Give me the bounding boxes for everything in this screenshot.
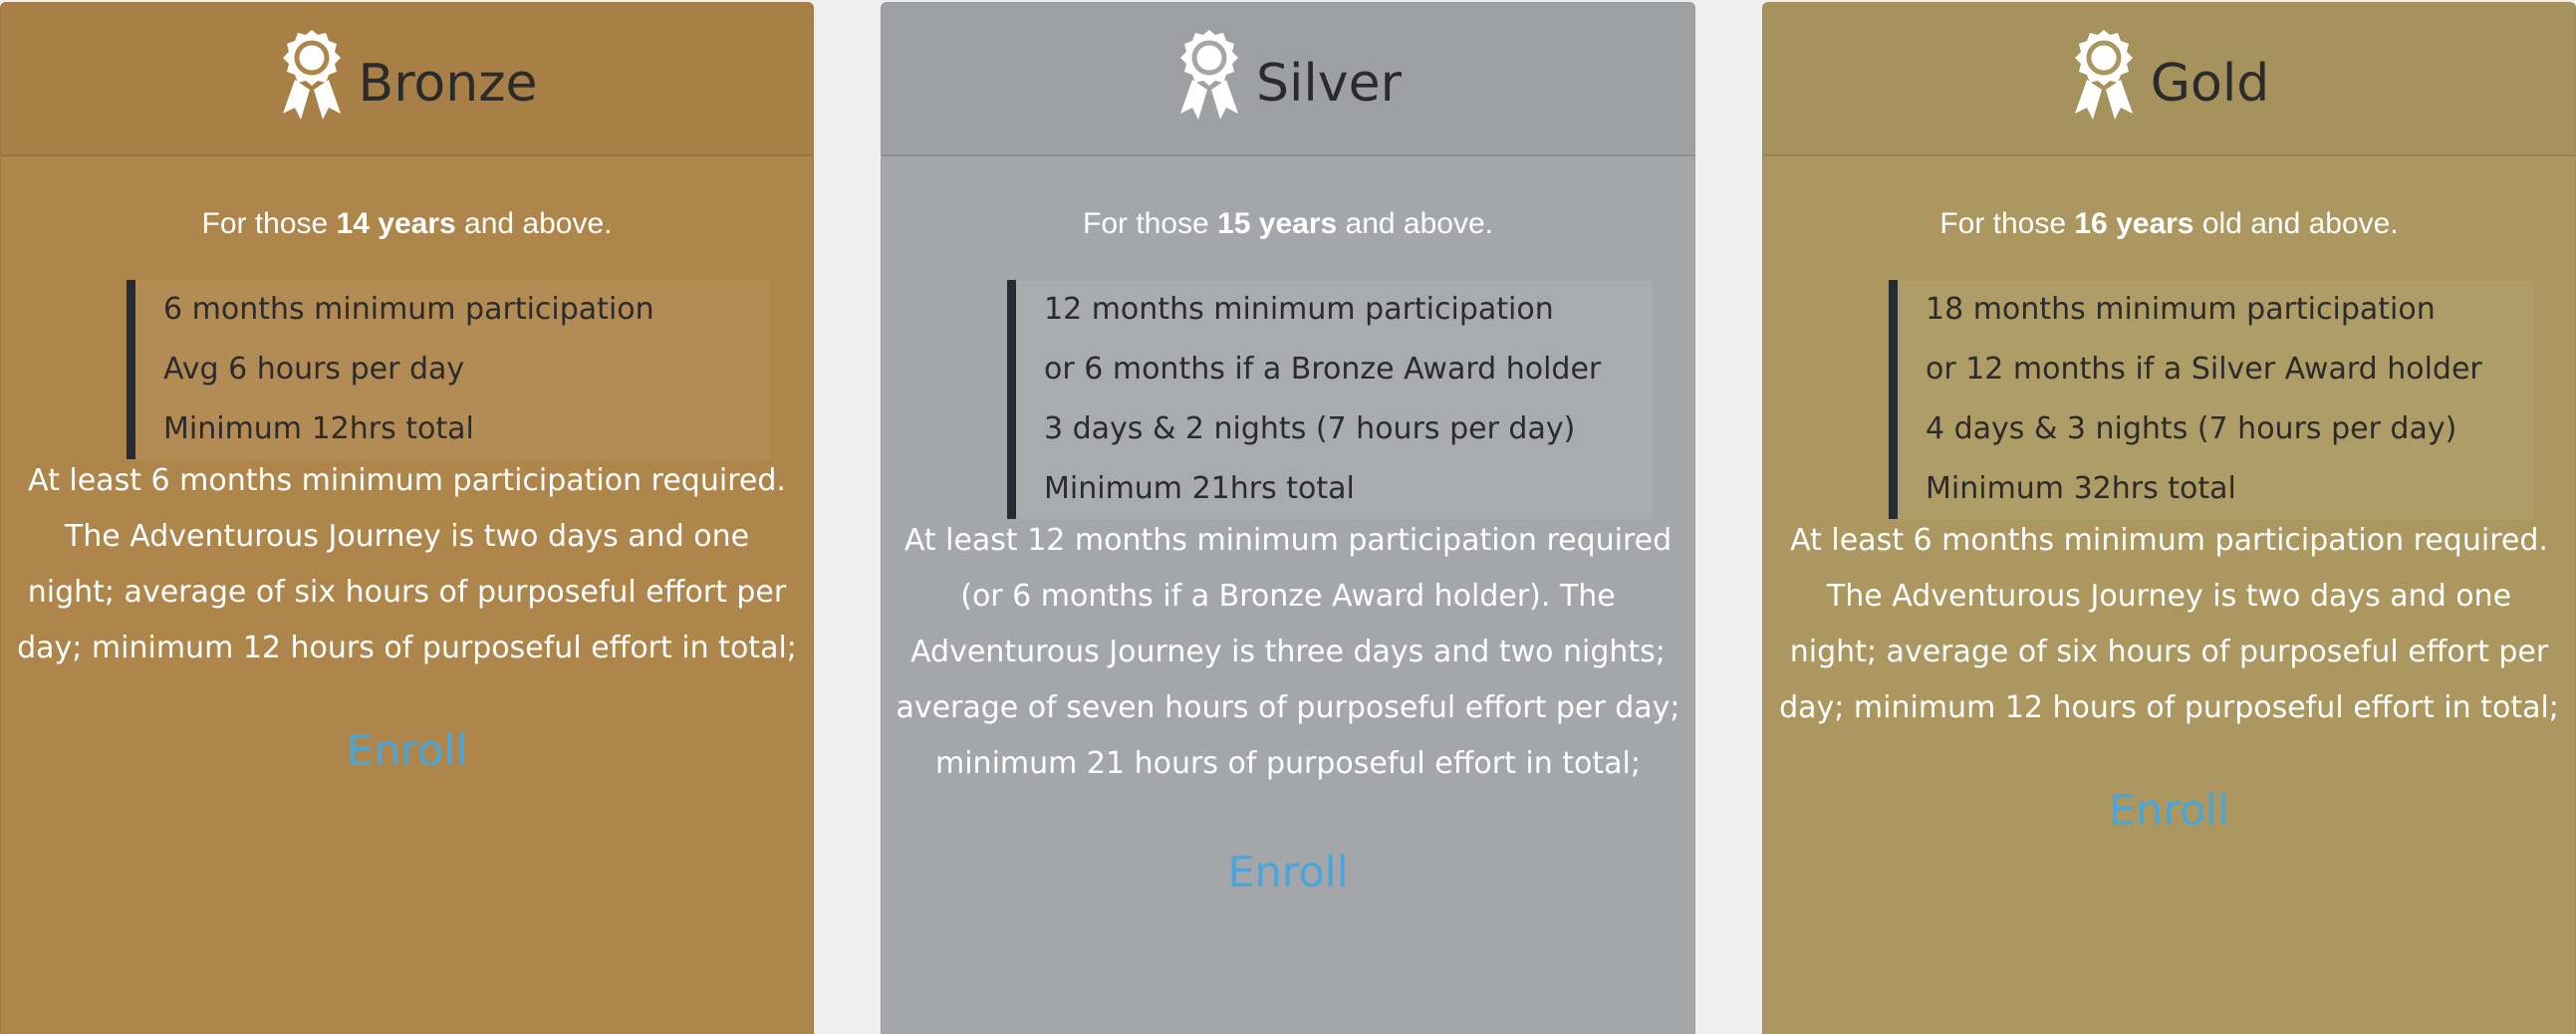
- card-header: [1763, 3, 2575, 156]
- description-line: At least 6 months minimum participation required.: [1790, 523, 2548, 558]
- description-line: average of seven hours of purposeful effort per day;: [896, 690, 1680, 725]
- description-line: Adventurous Journey is three days and two nights;: [910, 635, 1666, 669]
- description: [882, 513, 1694, 792]
- card-body: [882, 206, 1694, 898]
- silver-card: [881, 2, 1695, 1034]
- card-title: Silver: [1255, 54, 1403, 114]
- enroll-link[interactable]: Enroll: [1227, 848, 1349, 898]
- card-body: [1763, 206, 2575, 836]
- criteria-item: 4 days & 3 nights (7 hours per day): [1926, 411, 2457, 446]
- criteria-list: [127, 280, 771, 459]
- award-ribbon-icon: [277, 28, 347, 122]
- card-title: Gold: [2150, 54, 2270, 114]
- criteria-list: [1889, 280, 2533, 519]
- card-header: [882, 3, 1694, 156]
- bronze-card: [0, 2, 814, 1034]
- description-line: At least 6 months minimum participation required.: [28, 463, 786, 498]
- criteria-item: or 12 months if a Silver Award holder: [1926, 352, 2482, 387]
- age-requirement: For those 16 years old and above.: [1939, 207, 2399, 240]
- criteria-item: 12 months minimum participation: [1044, 292, 1554, 327]
- description-line: At least 12 months minimum participation required: [903, 523, 1673, 558]
- description-line: The Adventurous Journey is two days and one: [64, 519, 750, 554]
- enroll-link[interactable]: Enroll: [2108, 786, 2230, 836]
- gold-card: [1762, 2, 2576, 1034]
- criteria-item: Minimum 32hrs total: [1926, 471, 2236, 506]
- description: [1, 453, 813, 676]
- description-line: minimum 21 hours of purposeful effort in total;: [935, 746, 1641, 781]
- card-body: [1, 206, 813, 776]
- award-ribbon-icon: [1174, 28, 1244, 122]
- criteria-item: 3 days & 2 nights (7 hours per day): [1044, 411, 1576, 446]
- award-ribbon-icon: [2069, 28, 2139, 122]
- criteria-item: 6 months minimum participation: [163, 292, 654, 327]
- criteria-item: or 6 months if a Bronze Award holder: [1044, 352, 1602, 387]
- description-line: day; minimum 12 hours of purposeful effort in total;: [17, 631, 797, 665]
- criteria-list: [1007, 280, 1653, 519]
- description-line: day; minimum 12 hours of purposeful effort in total;: [1779, 690, 2559, 725]
- description: [1763, 513, 2575, 736]
- age-requirement: For those 14 years and above.: [201, 207, 613, 240]
- card-header: [1, 3, 813, 156]
- description-line: (or 6 months if a Bronze Award holder). The: [960, 579, 1616, 614]
- age-requirement: For those 15 years and above.: [1083, 207, 1493, 240]
- description-line: The Adventurous Journey is two days and one: [1826, 579, 2512, 614]
- criteria-item: Minimum 21hrs total: [1044, 471, 1355, 506]
- enroll-link[interactable]: Enroll: [346, 726, 468, 776]
- card-title: Bronze: [358, 54, 538, 114]
- criteria-item: Minimum 12hrs total: [163, 411, 474, 446]
- description-line: night; average of six hours of purposeful effort per: [27, 575, 787, 610]
- description-line: night; average of six hours of purposeful effort per: [1789, 635, 2549, 669]
- criteria-item: 18 months minimum participation: [1926, 292, 2436, 327]
- criteria-item: Avg 6 hours per day: [163, 352, 465, 387]
